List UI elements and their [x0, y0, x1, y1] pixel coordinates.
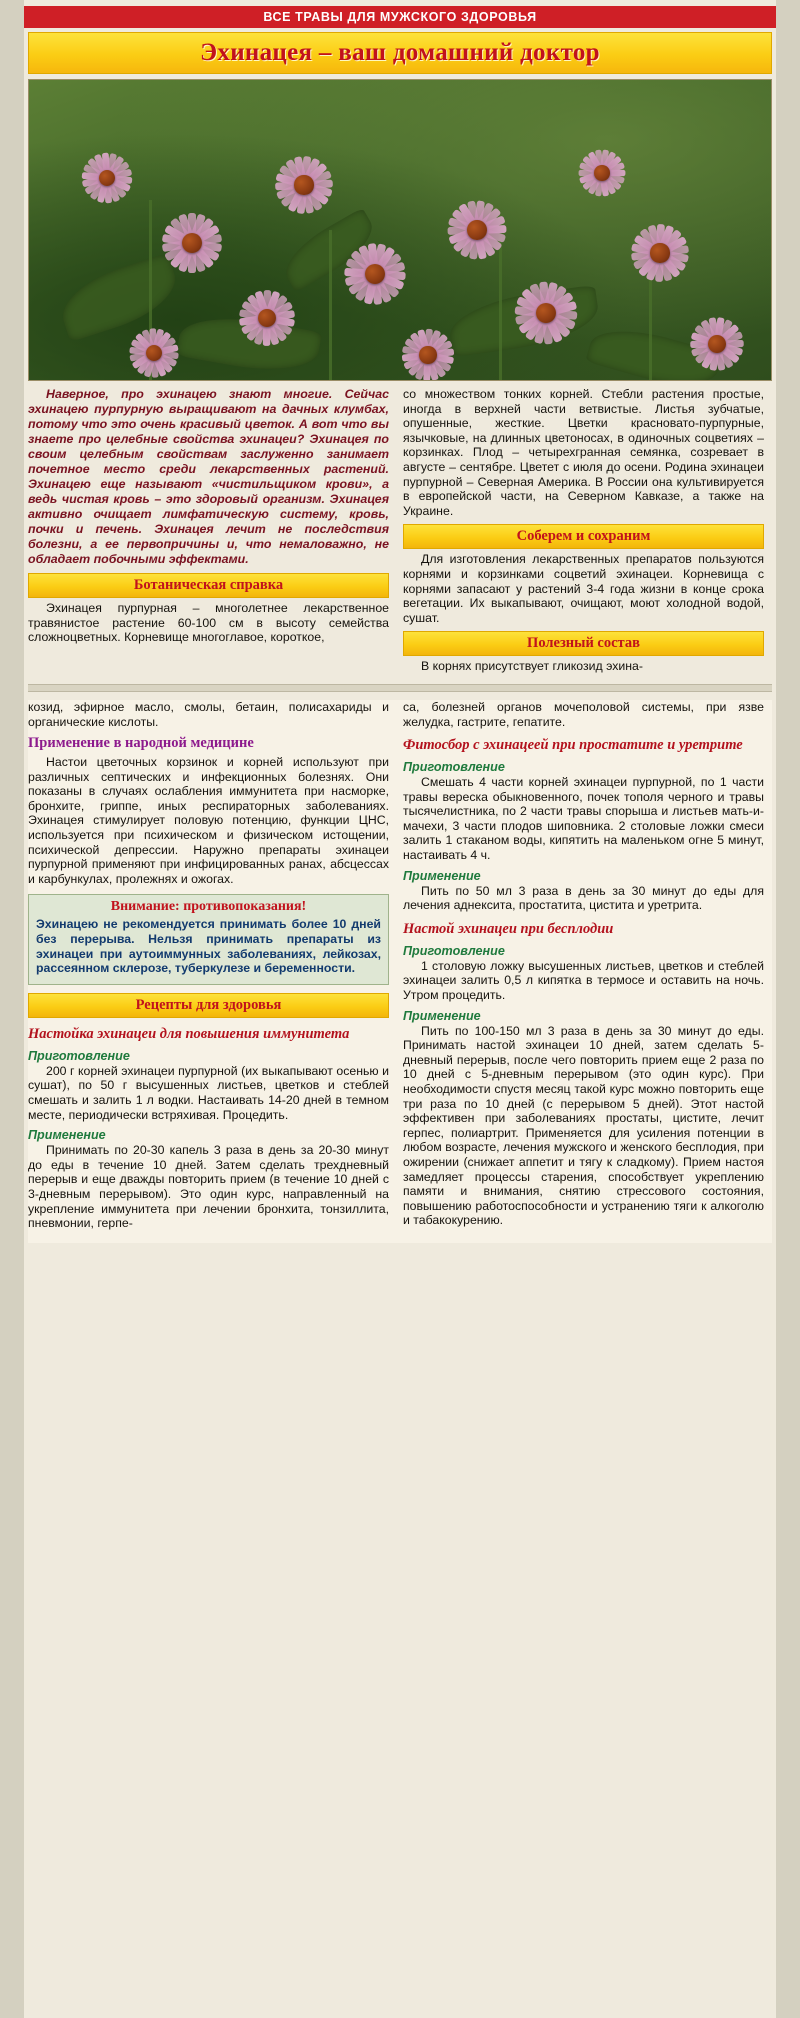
heading-recipes [28, 993, 389, 1018]
warning-title: Внимание: противопоказания! [110, 899, 307, 915]
lead-paragraph: Наверное, про эхинацею знают многие. Сейчас эхинацею пурпурную выращивают на дачных клумбах, потому что это очень красивый цветок. А вот что вы знаете про целебные свойства эхинацеи? Эхинацея по своим целебным свойствам заслуженно занимает почетное место среди лекарственных растений. Эхинацею еще называют «чистильщиком крови», а ведь чистая кровь – это здоровый организм. Эхинацея активно очищает лимфатическую систему, кровь, почки и печень. Эхинацея лечит не последствия болезни, а ее первопричины и, что немаловажно, не обладает побочными эффектами. [28, 387, 389, 566]
article-photo [28, 79, 772, 381]
recipe-3-usage-text: Пить по 100-150 мл 3 раза в день за 30 минут до еды. Принимать настой эхинацеи 10 дней, затем сделать 5-дневный перерыв, после чего повторить прием еще 2 раза по 10 дней с 5-дневным перерывом (это один курс). При необходимости спустя месяц такой курс можно повторить еще три раза по 10 дней (с перерывом 5 дней). Этот настой эффективен при заболеваниях простаты, цистите, лечит герпес, полиартрит. Применяется для усиления потенции в любом возрасте, лечения мужского и женского бесплодия, при ожирении (снижает аппетит и тягу к сладкому). Прием настоя замедляет процессы старения, способствует укреплению памяти и внимания, снятию стрессового состояния, повышению работоспособности и устранению тяги к алкоголю и табакокурению. [403, 1023, 764, 1228]
heading-harvest [403, 524, 764, 549]
recipe-1-preparation-label: Приготовление [28, 1048, 130, 1063]
echinacea-flower [499, 266, 593, 360]
heading-recipes-text: Рецепты для здоровья [135, 996, 282, 1013]
echinacea-flower [225, 276, 309, 360]
recipe-2-usage-text: Пить по 50 мл 3 раза в день за 30 минут до еды для лечения аднексита, простатита, цистита и уретрита. [403, 883, 764, 913]
lower-right-column [403, 700, 764, 1233]
recipe-2-title: Фитосбор с эхинацеей при простатите и уретрите [403, 737, 743, 754]
recipe-1-usage-label: Применение [28, 1128, 106, 1143]
heading-composition-text: Полезный состав [527, 635, 640, 652]
recipe-1-title: Настойка эхинацеи для повышения иммунитета [28, 1025, 350, 1042]
recipe-3-usage-label: Применение [403, 1008, 481, 1023]
lower-text-block [28, 700, 772, 1243]
echinacea-flower [329, 228, 421, 320]
heading-composition [403, 631, 764, 656]
page-right-margin [776, 0, 800, 2018]
echinacea-flower [677, 304, 757, 381]
section-banner-text: ВСЕ ТРАВЫ ДЛЯ МУЖСКОГО ЗДОРОВЬЯ [263, 10, 537, 24]
echinacea-flower [389, 316, 467, 381]
recipe-2-usage-label: Применение [403, 868, 481, 883]
folk-medicine-paragraph: Настои цветочных корзинок и корней используют при различных септических и инфекционных болезнях. Они показаны в случаях ослабления иммунитета при насморке, бронхите, гриппе, иных респираторных заболеваниях. Эхинацея стимулирует половую потенцию, функции ЦНС, используется при психическом и физическом истощении, психической депрессии. Наружно препараты эхинацеи пурпурной применяют при инфицированных ранах, абсцессах и карбункулах, пролежнях и ожогах. [28, 755, 389, 886]
echinacea-flower [433, 186, 521, 274]
upper-right-column [403, 387, 764, 676]
echinacea-flower [567, 138, 637, 208]
article-title-strip [28, 32, 772, 74]
block-divider [28, 684, 772, 692]
upper-text-block [28, 387, 772, 676]
warning-text: Эхинацею не рекомендуется принимать более 10 дней без перерыва. Нельзя принимать препараты из эхинацеи при аутоиммунных заболеваниях, лейкозах, рассеянном склерозе, туберкулезе и беременности. [36, 917, 381, 976]
botanical-paragraph: Эхинацея пурпурная – многолетнее лекарственное травянистое растение 60-100 см в высоту семейства сложноцветных. Корневище многоглавое, короткое, [28, 601, 389, 645]
echinacea-flower [117, 316, 191, 381]
recipe-3-preparation-label: Приготовление [403, 943, 505, 958]
composition-paragraph-continued: козид, эфирное масло, смолы, бетаин, полисахариды и органические кислоты. [28, 699, 389, 729]
recipe-1-usage-continued: са, болезней органов мочеполовой системы, при язве желудка, гастрите, гепатите. [403, 699, 764, 729]
echinacea-flower [617, 210, 703, 296]
harvest-paragraph: Для изготовления лекарственных препаратов пользуются корнями и корзинками соцветий эхинацеи. Корневища с корнями запасают у растений 3-4 года жизни в конце срока вегетации. Их выкапывают, очищают, моют холодной водой, сушат. [403, 552, 764, 625]
heading-botanical [28, 573, 389, 598]
recipe-2-preparation-label: Приготовление [403, 760, 505, 775]
upper-left-column [28, 387, 389, 676]
composition-paragraph: В корнях присутствует гликозид эхина- [421, 659, 643, 674]
recipe-1-usage-text: Принимать по 20-30 капель 3 раза в день за 20-30 минут до еды в течение 10 дней. Затем сделать трехдневный перерыв и еще дважды повторить прием (в течение 10 дней с 3-дневным перерывом). Это один курс, направленный на укрепление иммунитета при лечении бронхита, тонзиллита, пневмонии, герпе- [28, 1143, 389, 1231]
echinacea-flower [261, 142, 347, 228]
recipe-2-preparation-text: Смешать 4 части корней эхинацеи пурпурной, по 1 части травы вереска обыкновенного, почек тополя черного и травы тысячелистника, по 2 части травы спорыша и листьев мать-и-мачехи, 3 части плодов шиповника. 2 столовые ложки смеси залить 1 стаканом воды, кипятить на маленьком огне 5 минут, настаивать 4 ч. [403, 775, 764, 863]
heading-harvest-text: Соберем и сохраним [516, 528, 651, 545]
recipe-3-preparation-text: 1 столовую ложку высушенных листьев, цветков и стеблей эхинацеи залить 0,5 л кипятка в термосе и оставить на ночь. Утром процедить. [403, 958, 764, 1003]
heading-folk-medicine: Применение в народной медицине [28, 735, 254, 752]
section-banner [24, 6, 776, 28]
recipe-1-preparation-text: 200 г корней эхинацеи пурпурной (их выкапывают осенью и сушат), по 50 г высушенных листьев, цветков и стеблей смешать и залить 1 л водки. Настаивать 14-20 дней в темном месте, периодически встряхивая. Процедить. [28, 1063, 389, 1122]
echinacea-flower [69, 140, 145, 216]
echinacea-flower [147, 198, 237, 288]
article-sheet [24, 0, 776, 2018]
recipe-3-title: Настой эхинацеи при бесплодии [403, 920, 614, 937]
warning-box [28, 894, 389, 984]
bottom-spacer [28, 1233, 772, 1243]
lower-left-column [28, 700, 389, 1233]
heading-botanical-text: Ботаническая справка [133, 577, 284, 593]
page-left-margin [0, 0, 24, 2018]
page-title: Эхинацея – ваш домашний доктор [200, 39, 600, 66]
botanical-paragraph-continued: со множеством тонких корней. Стебли растения простые, иногда в верхней части ветвистые. Листья зубчатые, опушенные, жесткие. Цветки красновато-пурпурные, язычковые, на длинных цветоносах, в одиночных соцветиях – корзинках. Плод – четырехгранная семянка, созревает в августе – сентябре. Цветет с июля до осени. Родина эхинацеи пурпурной – Северная Америка. В России она культивируется в европейской части, на Северном Кавказе, а также на Украине. [403, 387, 764, 518]
